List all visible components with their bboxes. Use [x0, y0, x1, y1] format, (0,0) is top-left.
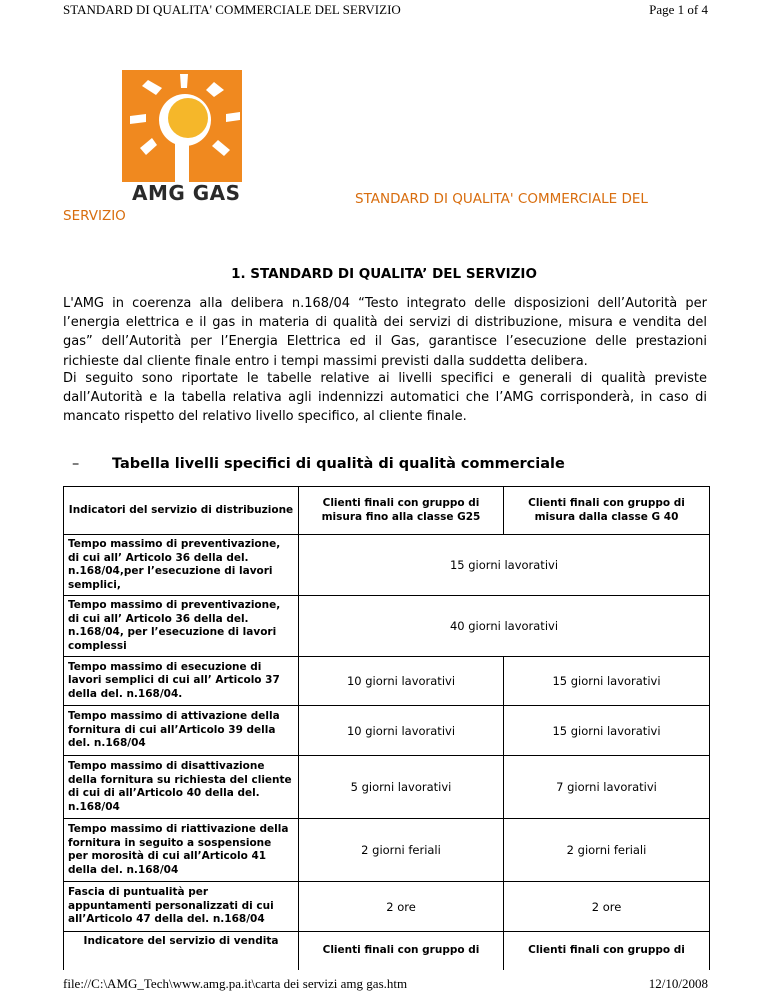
sales-header-col3: Clienti finali con gruppo di — [504, 932, 710, 970]
row-value-g25: 5 giorni lavorativi — [299, 756, 504, 819]
header-indicator: Indicatori del servizio di distribuzione — [64, 487, 299, 535]
intro-paragraph: L'AMG in coerenza alla delibera n.168/04 “Testo integrato delle disposizioni dell’Autorità per l’energia elettrica e il gas in materia di qualità dei servizi di distribuzione, misura e vendita del gas” dell’Autorità per l’Energia Elettrica ed il Gas, garantisce l’esecuzione delle prestazioni richieste dal cliente finale entro i tempi massimi previsti dalla suddetta delibera. — [63, 296, 707, 369]
table-row — [64, 932, 710, 970]
row-value-merged: 40 giorni lavorativi — [299, 596, 710, 657]
row-indicator: Tempo massimo di preventivazione, di cui all’ Articolo 36 della del. n.168/04, per l’esecuzione di lavori complessi — [64, 596, 299, 657]
table-row — [64, 706, 710, 756]
row-value-g40: 15 giorni lavorativi — [504, 657, 710, 706]
brand-line-part2: SERVIZIO — [63, 208, 126, 224]
header-page-number: Page 1 of 4 — [649, 2, 708, 17]
row-indicator: Tempo massimo di attivazione della fornitura di cui all’Articolo 39 della del. n.168/04 — [64, 706, 299, 756]
table-heading-bullet — [72, 456, 565, 472]
bullet-dash: – — [72, 456, 80, 472]
table-row — [64, 819, 710, 882]
header-g25: Clienti finali con gruppo di misura fino alla classe G25 — [299, 487, 504, 535]
row-value-g25: 10 giorni lavorativi — [299, 706, 504, 756]
row-indicator: Tempo massimo di riattivazione della fornitura in seguito a sospensione per morosità di cui all’Articolo 41 della del. n.168/04 — [64, 819, 299, 882]
sales-indicator-header: Indicatore del servizio di vendita — [64, 932, 299, 970]
row-value-g40: 2 ore — [504, 882, 710, 932]
tables-paragraph: Di seguito sono riportate le tabelle relative ai livelli specifici e generali di qualità previste dall’Autorità e la tabella relativa agli indennizzi automatici che l’AMG corrisponderà, in caso di mancato rispetto del relativo livello specifico, al cliente finale. — [63, 371, 707, 425]
row-value-g40: 15 giorni lavorativi — [504, 706, 710, 756]
row-value-g25: 10 giorni lavorativi — [299, 657, 504, 706]
footer-file-path: file://C:\AMG_Tech\www.amg.pa.it\carta dei servizi amg gas.htm — [63, 976, 408, 991]
row-indicator: Fascia di puntualità per appuntamenti personalizzati di cui all’Articolo 47 della del. n.168/04 — [64, 882, 299, 932]
row-indicator: Tempo massimo di disattivazione della fornitura su richiesta del cliente di cui di all’Articolo 40 della del. n.168/04 — [64, 756, 299, 819]
row-indicator: Tempo massimo di preventivazione, di cui all’ Articolo 36 della del. n.168/04,per l’esecuzione di lavori semplici, — [64, 535, 299, 596]
table-row — [64, 596, 710, 657]
table-row — [64, 535, 710, 596]
footer-date: 12/10/2008 — [648, 976, 708, 991]
section-title: 1. STANDARD DI QUALITA’ DEL SERVIZIO — [231, 266, 537, 282]
table-row — [64, 756, 710, 819]
row-value-g40: 2 giorni feriali — [504, 819, 710, 882]
header-g40: Clienti finali con gruppo di misura dalla classe G 40 — [504, 487, 710, 535]
row-value-g25: 2 ore — [299, 882, 504, 932]
row-value-g25: 2 giorni feriali — [299, 819, 504, 882]
row-value-g40: 7 giorni lavorativi — [504, 756, 710, 819]
table-row — [64, 882, 710, 932]
brand-line-part1: STANDARD DI QUALITA' COMMERCIALE DEL — [355, 191, 648, 207]
header-title: STANDARD DI QUALITA' COMMERCIALE DEL SERVIZIO — [63, 2, 401, 17]
table-heading: Tabella livelli specifici di qualità di qualità commerciale — [112, 456, 565, 472]
sales-header-col2: Clienti finali con gruppo di — [299, 932, 504, 970]
logo-wordmark: AMG GAS — [132, 181, 241, 205]
table-header-row — [64, 487, 710, 535]
table-row — [64, 657, 710, 706]
specific-quality-table — [63, 486, 710, 970]
row-value-merged: 15 giorni lavorativi — [299, 535, 710, 596]
sun-logo-icon — [122, 70, 242, 182]
amg-gas-logo — [122, 70, 242, 182]
row-indicator: Tempo massimo di esecuzione di lavori semplici di cui all’ Articolo 37 della del. n.168/04. — [64, 657, 299, 706]
page-header — [0, 0, 768, 20]
